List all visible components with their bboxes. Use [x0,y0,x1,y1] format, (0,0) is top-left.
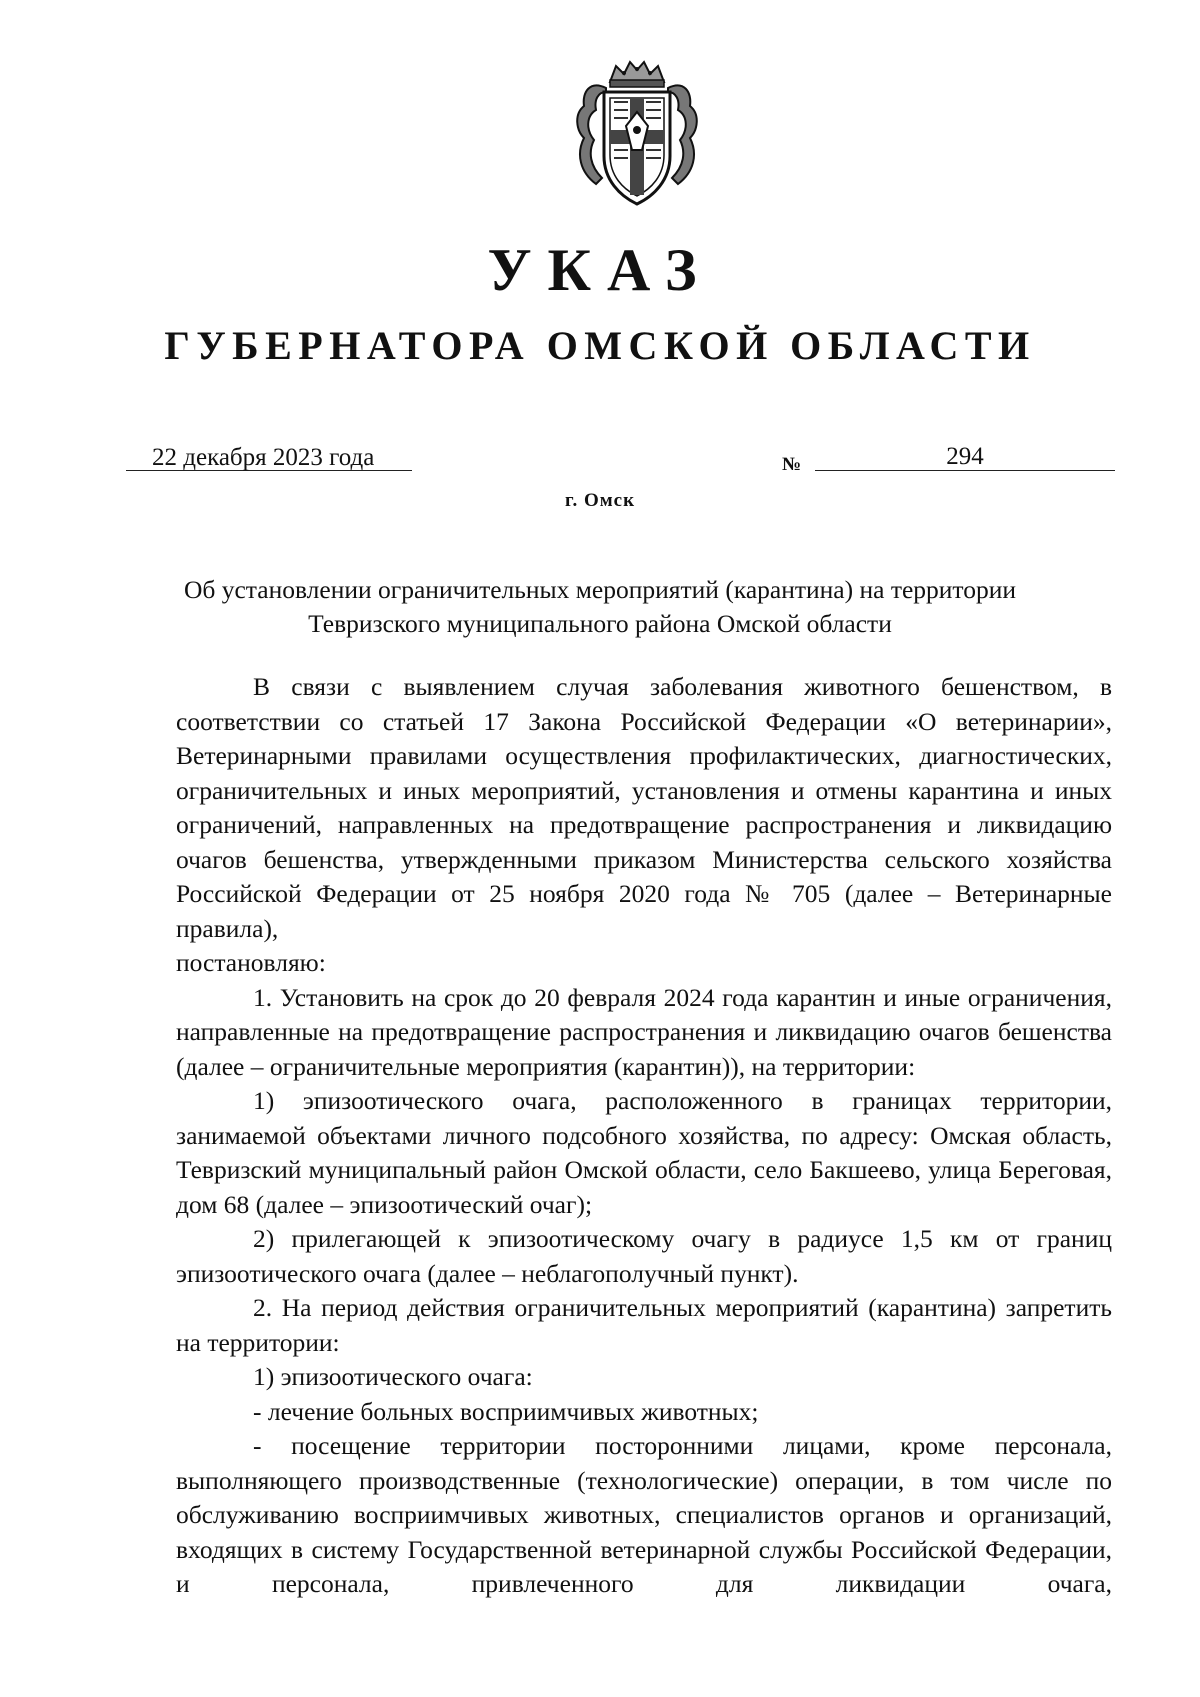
clause-2: 2. На период действия ограничительных мероприятий (карантина) запретить на территории: [176,1293,1112,1357]
decree-subject [170,573,1030,641]
city-label: г. Омск [564,490,636,511]
decree-body [176,670,1112,1602]
clause-1-item-1: 1) эпизоотического очага, расположенного в границах территории, занимаемой объектами личного подсобного хозяйства, по адресу: Омская область, Тевризский муниципальный район Омской области, село Бакшеево, улица Береговая, дом 68 (далее – эпизоотический очаг); [176,1086,1112,1219]
decree-number: 294 [946,443,984,470]
clause-2-item-1-dash-1: - лечение больных восприимчивых животных; [253,1396,759,1426]
preamble-paragraph: В связи с выявлением случая заболевания животного бешенством, в соответствии со статьей 17 Закона Российской Федерации «О ветеринарии», Ветеринарными правилами осуществления профилактических, диагностических, ограничительных и иных мероприятий, установления и отмены карантина и иных ограничений, направленных на предотвращение распространения и ликвидацию очагов бешенства, утвержденными приказом Министерства сельского хозяйства Российской Федерации от 25 ноября 2020 года № 705 (далее – Ветеринарные правила), [176,672,1112,943]
issuer-subtitle: ГУБЕРНАТОРА ОМСКОЙ ОБЛАСТИ [164,323,1036,368]
clause-2-item-1: 1) эпизоотического очага: [253,1362,533,1391]
decree-title: УКАЗ [487,237,713,303]
clause-1: 1. Установить на срок до 20 февраля 2024 года карантин и иные ограничения, направленные на предотвращение распространения и ликвидацию очагов бешенства (далее – ограничительные мероприятия (карантин)), на территории: [176,982,1112,1081]
clause-2-item-1-dash-2: - посещение территории посторонними лицами, кроме персонала, выполняющего производственные (технологические) операции, в том числе по обслуживанию восприимчивых животных, специалистов органов и организаций, входящих в систему Государственной ветеринарной службы Российской Федерации, и персонала, привлеченного для ликвидации очага, [176,1431,1112,1598]
decree-date: 22 декабря 2023 года [152,444,375,471]
subject-line-2: Тевризского муниципального района Омской области [308,609,892,638]
number-sign: № [782,454,802,475]
omsk-coat-of-arms-emblem [566,58,708,210]
clause-1-item-2: 2) прилегающей к эпизоотическому очагу в радиусе 1,5 км от границ эпизоотического очага (далее – неблагополучный пункт). [176,1224,1112,1288]
subject-line-1: Об установлении ограничительных мероприятий (карантина) на территории [183,575,1017,604]
resolution-word: постановляю: [176,948,326,977]
